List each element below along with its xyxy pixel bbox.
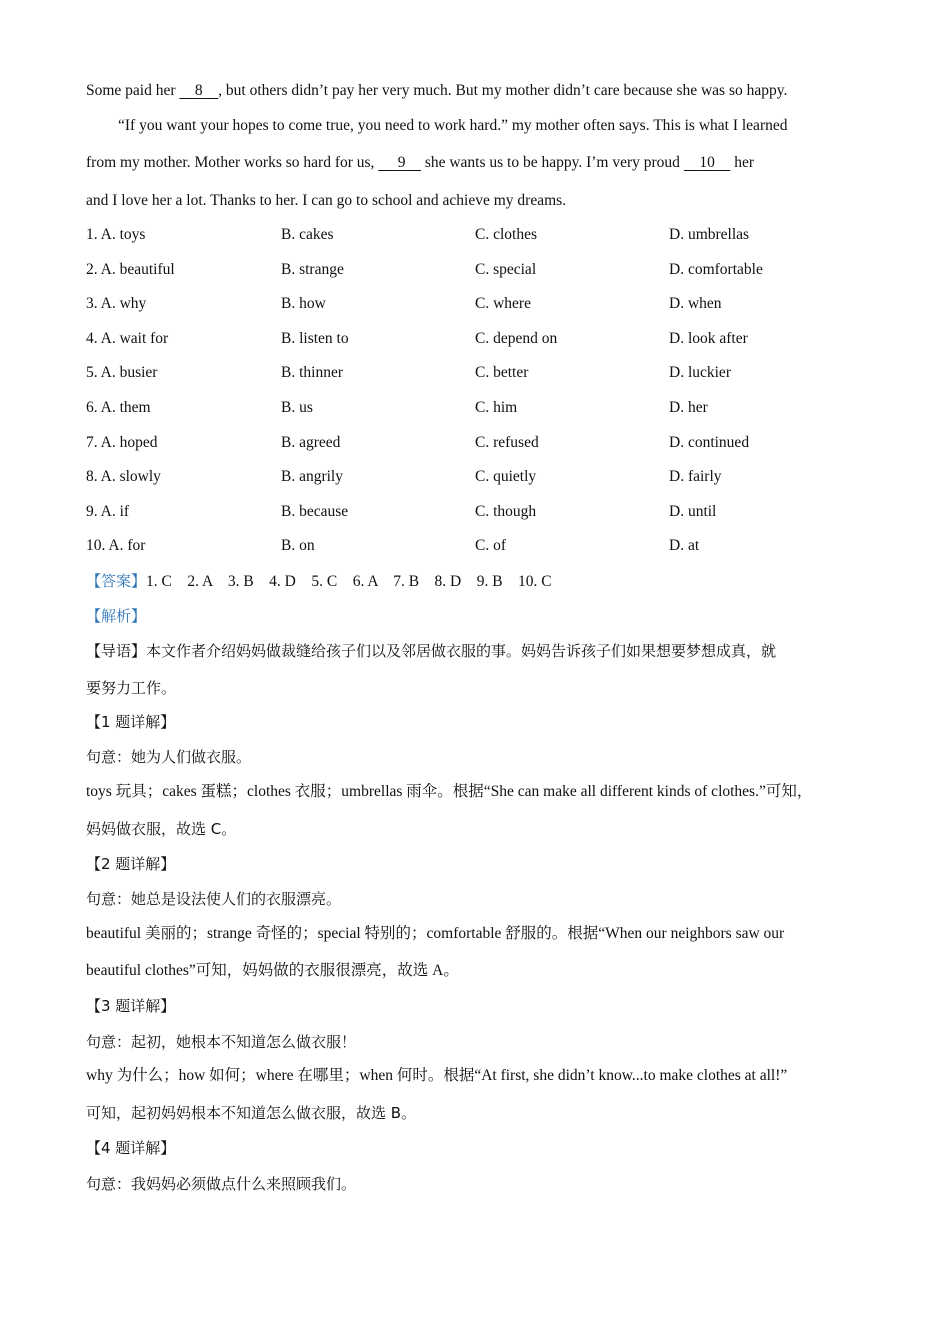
option-d: D. continued — [669, 434, 750, 451]
option-c: C. him — [475, 399, 518, 416]
q4-meaning: 句意：我妈妈必须做点什么来照顾我们。 — [86, 1175, 357, 1193]
guide-line-2: 要努力工作。 — [86, 679, 177, 697]
option-c: C. of — [475, 537, 506, 554]
guide-line-1: 【导语】本文作者介绍妈妈做裁缝给孩子们以及邻居做衣服的事。妈妈告诉孩子们如果想要梦想成真，就 — [86, 642, 777, 660]
passage-line-1 — [86, 81, 787, 101]
option-row-6 — [0, 398, 950, 418]
passage-line-2: “If you want your hopes to come true, you need to work hard.” my mother often says. This is what I learned — [118, 117, 788, 134]
answer-text: 1. C 2. A 3. B 4. D 5. C 6. A 7. B 8. D 9. B 10. C — [146, 573, 552, 590]
option-row-3 — [0, 294, 950, 314]
blank-8: 8 — [194, 82, 203, 99]
q2-explain-line-1: beautiful 美丽的；strange 奇怪的；special 特别的；comfortable 舒服的。根据“When our neighbors saw our — [86, 925, 785, 942]
option-b: B. cakes — [281, 226, 334, 243]
q1-meaning: 句意：她为人们做衣服。 — [86, 748, 252, 766]
option-b: B. agreed — [281, 434, 341, 451]
option-b: B. us — [281, 399, 313, 416]
option-c: C. where — [475, 295, 531, 312]
option-d: D. at — [669, 537, 700, 554]
option-a: 6. A. them — [86, 399, 151, 416]
option-row-1 — [0, 225, 950, 245]
option-c: C. better — [475, 364, 529, 381]
q3-explain-line-2: 可知，起初妈妈根本不知道怎么做衣服，故选 B。 — [86, 1104, 417, 1122]
passage-text: her — [730, 154, 754, 171]
q1-explain-line-1: toys 玩具；cakes 蛋糕；clothes 衣服；umbrellas 雨伞。根据“She can make all different kinds of clothes.”可知， — [86, 783, 813, 800]
blank-10: 10 — [699, 154, 715, 171]
option-row-2 — [0, 260, 950, 280]
answer-line — [86, 571, 552, 592]
option-d: D. luckier — [669, 364, 731, 381]
option-b: B. how — [281, 295, 326, 312]
option-row-9 — [0, 502, 950, 522]
passage-line-3 — [86, 153, 754, 173]
option-row-10 — [0, 536, 950, 556]
option-c: C. depend on — [475, 330, 558, 347]
q1-title: 【1 题详解】 — [86, 713, 176, 731]
option-d: D. look after — [669, 330, 748, 347]
q3-meaning: 句意：起初，她根本不知道怎么做衣服！ — [86, 1033, 357, 1051]
q2-explain-line-2: beautiful clothes”可知，妈妈做的衣服很漂亮，故选 A。 — [86, 962, 459, 979]
passage-line-4: and I love her a lot. Thanks to her. I can go to school and achieve my dreams. — [86, 192, 567, 209]
passage-text: Some paid her — [86, 82, 180, 99]
option-a: 2. A. beautiful — [86, 261, 175, 278]
option-b: B. listen to — [281, 330, 349, 347]
option-d: D. comfortable — [669, 261, 763, 278]
q1-explain-line-2: 妈妈做衣服，故选 C。 — [86, 820, 237, 838]
option-c: C. clothes — [475, 226, 537, 243]
option-row-5 — [0, 363, 950, 383]
option-d: D. until — [669, 503, 717, 520]
option-a: 10. A. for — [86, 537, 146, 554]
option-row-8 — [0, 467, 950, 487]
blank-9: 9 — [397, 154, 406, 171]
q2-title: 【2 题详解】 — [86, 855, 176, 873]
passage-text: she wants us to be happy. I’m very proud — [420, 154, 684, 171]
passage-text: from my mother. Mother works so hard for us, — [86, 154, 379, 171]
option-d: D. her — [669, 399, 708, 416]
option-a: 3. A. why — [86, 295, 147, 312]
option-row-4 — [0, 329, 950, 349]
option-d: D. umbrellas — [669, 226, 750, 243]
q3-title: 【3 题详解】 — [86, 997, 176, 1015]
option-d: D. fairly — [669, 468, 722, 485]
option-b: B. thinner — [281, 364, 343, 381]
option-a: 7. A. hoped — [86, 434, 158, 451]
option-a: 8. A. slowly — [86, 468, 161, 485]
analysis-tag: 【解析】 — [86, 607, 147, 625]
option-c: C. though — [475, 503, 537, 520]
option-a: 5. A. busier — [86, 364, 158, 381]
q4-title: 【4 题详解】 — [86, 1139, 176, 1157]
option-c: C. refused — [475, 434, 539, 451]
q3-explain-line-1: why 为什么；how 如何；where 在哪里；when 何时。根据“At first, she didn’t know...to make clothes at all!” — [86, 1067, 788, 1084]
option-a: 9. A. if — [86, 503, 130, 520]
option-b: B. because — [281, 503, 349, 520]
option-c: C. special — [475, 261, 537, 278]
passage-text: , but others didn’t pay her very much. But my mother didn’t care because she was so happy. — [218, 82, 788, 99]
q2-meaning: 句意：她总是设法使人们的衣服漂亮。 — [86, 890, 342, 908]
option-b: B. on — [281, 537, 315, 554]
option-b: B. strange — [281, 261, 344, 278]
answer-tag: 【答案】 — [86, 572, 147, 590]
option-d: D. when — [669, 295, 722, 312]
option-c: C. quietly — [475, 468, 537, 485]
option-b: B. angrily — [281, 468, 343, 485]
option-a: 4. A. wait for — [86, 330, 169, 347]
option-a: 1. A. toys — [86, 226, 146, 243]
option-row-7 — [0, 433, 950, 453]
